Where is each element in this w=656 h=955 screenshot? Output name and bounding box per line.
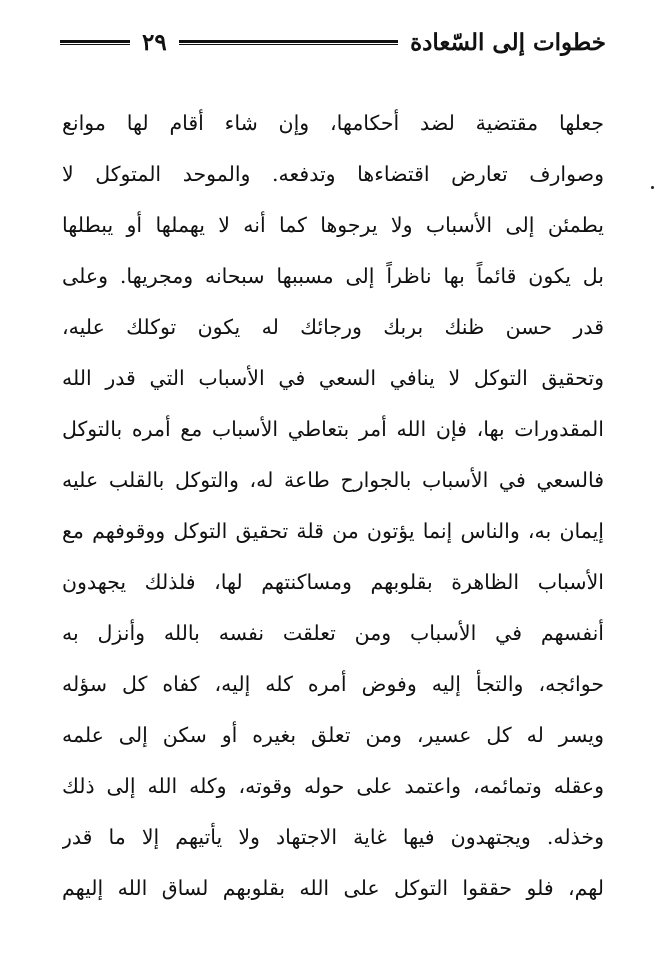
text-line: المقدورات بها، فإن الله أمر بتعاطي الأسباب مع أمره بالتوكل [62,417,604,441]
header-rule-short [60,40,130,45]
text-line: وخذله. ويجتهدون فيها غاية الاجتهاد ولا يأتيهم إلا ما قدر [62,825,604,849]
text-line: جعلها مقتضية لضد أحكامها، وإن شاء أقام لها موانع [62,111,604,135]
text-line: حوائجه، والتجأ إليه وفوض أمره كله إليه، كفاه كل سؤله [62,672,604,696]
text-line: وصوارف تعارض اقتضاءها وتدفعه. والموحد المتوكل لا [62,162,604,186]
body-text [62,98,604,914]
text-line: يطمئن إلى الأسباب ولا يرجوها كما أنه لا يهملها أو يبطلها [62,213,604,237]
margin-mark [651,186,654,189]
text-line: إيمان به، والناس إنما يؤتون من قلة تحقيق التوكل ووقوفهم مع [62,519,604,543]
running-header [60,22,606,62]
text-line: قدر حسن ظنك بربك ورجائك له يكون توكلك عليه، [62,315,604,339]
text-line: وتحقيق التوكل لا ينافي السعي في الأسباب التي قدر الله [62,366,604,390]
text-line: الأسباب الظاهرة بقلوبهم ومساكنتهم لها، فلذلك يجهدون [62,570,604,594]
text-line: أنفسهم في الأسباب ومن تعلقت نفسه بالله وأنزل به [62,621,604,645]
text-line: بل يكون قائماً بها ناظراً إلى مسببها سبحانه ومجريها. وعلى [62,264,604,288]
header-rule-long [179,40,398,45]
text-line: فالسعي في الأسباب بالجوارح طاعة له، والتوكل بالقلب عليه [62,468,604,492]
text-line: ويسر له كل عسير، ومن تعلق بغيره أو سكن إلى علمه [62,723,604,747]
text-line: لهم، فلو حققوا التوكل على الله بقلوبهم لساق الله إليهم [62,876,604,900]
text-line: وعقله وتمائمه، واعتمد على حوله وقوته، وكله الله إلى ذلك [62,774,604,798]
page-number: ٢٩ [142,28,167,56]
book-title: خطوات إلى السّعادة [410,28,606,56]
